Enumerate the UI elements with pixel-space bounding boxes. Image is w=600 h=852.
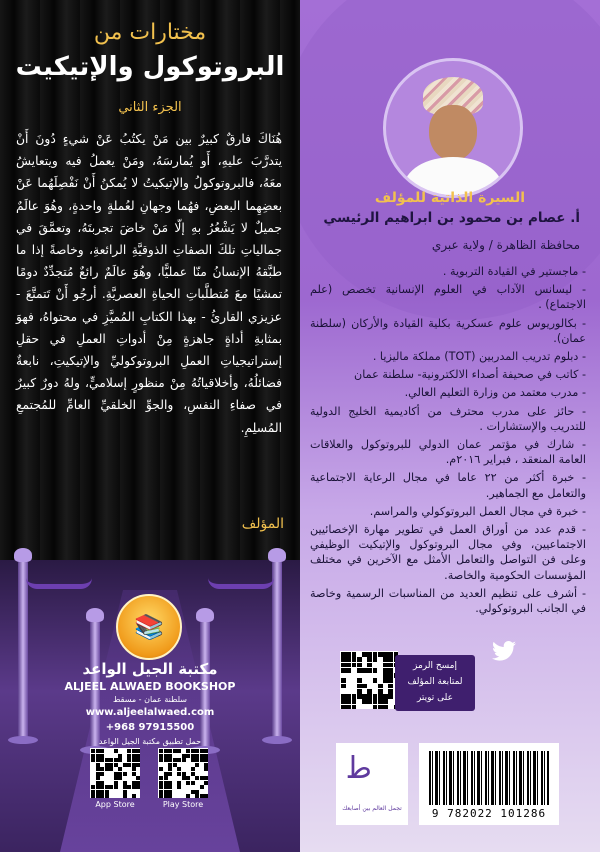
qr-module xyxy=(191,767,195,771)
qr-module xyxy=(96,790,100,794)
qr-module xyxy=(168,754,172,758)
qr-module xyxy=(204,776,208,780)
qr-module xyxy=(388,673,393,678)
qr-module xyxy=(105,785,109,789)
qr-module xyxy=(204,763,208,767)
qr-module xyxy=(191,758,195,762)
qr-module xyxy=(109,763,113,767)
qr-module xyxy=(357,694,362,699)
publisher-mark-icon: ﻃ xyxy=(348,751,372,786)
qr-module xyxy=(367,657,372,662)
qr-module xyxy=(114,776,118,780)
qr-module xyxy=(136,754,140,758)
qr-module xyxy=(100,790,104,794)
qr-module xyxy=(168,790,172,794)
qr-module xyxy=(96,754,100,758)
qr-module xyxy=(159,749,163,753)
velvet-rope xyxy=(208,578,274,589)
qr-module xyxy=(96,767,100,771)
qr-module xyxy=(373,705,378,710)
book-title-line2: البروتوكول والإتيكيت xyxy=(15,52,285,82)
qr-module xyxy=(341,684,346,689)
qr-module xyxy=(195,763,199,767)
qr-module xyxy=(204,767,208,771)
qr-module xyxy=(118,767,122,771)
qr-module xyxy=(362,684,367,689)
qr-module xyxy=(373,668,378,673)
bio-item: - دبلوم تدريب المدربين (TOT) مملكة ماليزيا . xyxy=(310,349,586,364)
twitter-qr-caption xyxy=(395,655,475,711)
qr-module xyxy=(383,668,388,673)
qr-module xyxy=(100,781,104,785)
qr-module xyxy=(123,763,127,767)
publisher-logo xyxy=(336,743,408,825)
qr-module xyxy=(109,758,113,762)
qr-module xyxy=(127,749,131,753)
app-download-caption: حمل تطبيق مكتبة الجيل الواعد xyxy=(98,737,202,746)
author-signature: المؤلف xyxy=(241,516,284,532)
qr-module xyxy=(114,763,118,767)
qr-module xyxy=(132,772,136,776)
qr-module xyxy=(136,781,140,785)
qr-module xyxy=(378,694,383,699)
qr-module xyxy=(352,694,357,699)
qr-module xyxy=(200,776,204,780)
qr-module xyxy=(362,652,367,657)
qr-module xyxy=(177,758,181,762)
app-store-label: App Store xyxy=(95,800,135,809)
qr-module xyxy=(383,678,388,683)
qr-module xyxy=(200,785,204,789)
qr-module xyxy=(132,785,136,789)
qr-module xyxy=(357,684,362,689)
qr-module xyxy=(195,790,199,794)
qr-module xyxy=(96,776,100,780)
qr-module xyxy=(159,754,163,758)
qr-module xyxy=(164,776,168,780)
qr-module xyxy=(191,749,195,753)
qr-module xyxy=(373,678,378,683)
qr-module xyxy=(346,705,351,710)
qr-module xyxy=(362,699,367,704)
qr-module xyxy=(373,652,378,657)
qr-module xyxy=(168,785,172,789)
qr-module xyxy=(100,785,104,789)
qr-module xyxy=(164,749,168,753)
qr-module xyxy=(91,794,95,798)
qr-module xyxy=(204,794,208,798)
barcode-bars xyxy=(429,751,549,805)
qr-module xyxy=(114,758,118,762)
qr-module xyxy=(168,749,172,753)
publisher-logo-text: تجمل العالم بين أصابعك xyxy=(342,805,402,812)
qr-module xyxy=(373,657,378,662)
bio-heading: السيرة الذاتية للمؤلف xyxy=(374,190,526,206)
qr-module xyxy=(100,749,104,753)
qr-module xyxy=(96,763,100,767)
play-store-label: Play Store xyxy=(162,800,204,809)
qr-module xyxy=(346,694,351,699)
qr-module xyxy=(383,663,388,668)
qr-module xyxy=(177,781,181,785)
qr-module xyxy=(204,754,208,758)
qr-module xyxy=(357,657,362,662)
qr-module xyxy=(159,758,163,762)
qr-module xyxy=(96,758,100,762)
qr-module xyxy=(204,781,208,785)
qr-module xyxy=(164,758,168,762)
qr-module xyxy=(132,767,136,771)
qr-module xyxy=(132,763,136,767)
qr-module xyxy=(182,754,186,758)
qr-module xyxy=(164,790,168,794)
qr-module xyxy=(373,694,378,699)
shop-phone: +968 97915500 xyxy=(105,722,195,733)
qr-module xyxy=(91,758,95,762)
qr-module xyxy=(191,754,195,758)
qr-module xyxy=(168,772,172,776)
qr-module xyxy=(352,657,357,662)
qr-module xyxy=(388,668,393,673)
qr-module xyxy=(357,663,362,668)
qr-module xyxy=(378,652,383,657)
bookshop-logo xyxy=(116,594,182,660)
qr-module xyxy=(164,794,168,798)
qr-module xyxy=(383,705,388,710)
bio-list xyxy=(310,264,586,619)
qr-module xyxy=(388,652,393,657)
book-logo-icon: 📚 xyxy=(134,613,164,641)
qr-module xyxy=(105,763,109,767)
bio-item: - حائز على مدرب محترف من أكاديمية الخليج الدولية للتدريب والإستشارات . xyxy=(310,404,586,434)
qr-module xyxy=(164,754,168,758)
qr-module xyxy=(100,794,104,798)
qr-module xyxy=(182,758,186,762)
qr-module xyxy=(186,794,190,798)
shop-city: سلطنة عمان - مسقط xyxy=(113,695,187,704)
qr-module xyxy=(346,652,351,657)
qr-module xyxy=(118,754,122,758)
qr-module xyxy=(100,758,104,762)
qr-module xyxy=(114,785,118,789)
qr-module xyxy=(168,781,172,785)
qr-module xyxy=(346,663,351,668)
shop-name-arabic: مكتبة الجيل الواعد xyxy=(82,660,218,678)
qr-module xyxy=(378,684,383,689)
bio-item: - ماجستير في القيادة التربوية . xyxy=(310,264,586,279)
play-store-qr-code[interactable] xyxy=(158,748,208,798)
qr-module xyxy=(114,781,118,785)
qr-module xyxy=(105,758,109,762)
qr-module xyxy=(352,705,357,710)
author-face xyxy=(429,105,477,161)
qr-module xyxy=(132,758,136,762)
qr-module xyxy=(127,758,131,762)
author-photo xyxy=(383,58,523,198)
qr-module xyxy=(195,794,199,798)
author-name: أ. عصام بن محمود بن ابراهيم الرئيسي xyxy=(323,210,580,226)
qr-module xyxy=(127,754,131,758)
bio-item: - شارك في مؤتمر عمان الدولي للبروتوكول والعلاقات العامة المنعقد ، فبراير ٢٠١٦م. xyxy=(310,437,586,467)
qr-module xyxy=(383,699,388,704)
qr-module xyxy=(191,790,195,794)
qr-module xyxy=(177,772,181,776)
qr-module xyxy=(91,790,95,794)
qr-module xyxy=(159,767,163,771)
qr-module xyxy=(367,694,372,699)
qr-module xyxy=(173,749,177,753)
qr-module xyxy=(383,652,388,657)
qr-module xyxy=(373,699,378,704)
qr-module xyxy=(341,694,346,699)
qr-module xyxy=(105,790,109,794)
qr-module xyxy=(352,652,357,657)
app-store-qr-code[interactable] xyxy=(90,748,140,798)
qr-module xyxy=(388,694,393,699)
qr-module xyxy=(357,678,362,683)
qr-module xyxy=(100,767,104,771)
qr-module xyxy=(378,699,383,704)
qr-module xyxy=(362,694,367,699)
qr-module xyxy=(123,781,127,785)
isbn-number: 9 782022 101286 xyxy=(431,807,547,820)
qr-module xyxy=(367,689,372,694)
twitter-bird-icon xyxy=(492,640,516,664)
qr-module xyxy=(105,794,109,798)
qr-module xyxy=(341,657,346,662)
qr-module xyxy=(357,668,362,673)
bio-item: - ليسانس الآداب في العلوم الإنسانية تخصص (علم الاجتماع) . xyxy=(310,282,586,312)
qr-module xyxy=(114,749,118,753)
bio-item: - قدم عدد من أوراق العمل في تطوير مهارة الإخصائيين الاجتماعيين، وفي مجال البروتوكول والإتيكيت الوظيفي وعلى فن التواصل والتعامل الأمثل مع الآخرين في مختلف المؤسسات الحكومية والخاصة. xyxy=(310,522,586,583)
qr-module xyxy=(200,749,204,753)
qr-module xyxy=(91,749,95,753)
qr-module xyxy=(136,785,140,789)
qr-module xyxy=(159,781,163,785)
qr-module xyxy=(109,767,113,771)
bio-item: - أشرف على تنظيم العديد من المناسبات الرسمية وخاصة في الجانب البروتوكولي. xyxy=(310,586,586,616)
qr-module xyxy=(186,781,190,785)
qr-module xyxy=(346,657,351,662)
author-location: محافظة الظاهرة / ولاية عبري xyxy=(431,238,580,252)
qr-module xyxy=(109,785,113,789)
qr-module xyxy=(367,668,372,673)
qr-module xyxy=(191,772,195,776)
qr-module xyxy=(200,758,204,762)
bio-item: - مدرب معتمد من وزارة التعليم العالي. xyxy=(310,385,586,400)
qr-module xyxy=(114,772,118,776)
qr-module xyxy=(164,781,168,785)
twitter-qr-code[interactable] xyxy=(340,651,398,709)
qr-module xyxy=(388,689,393,694)
qr-module xyxy=(383,673,388,678)
qr-module xyxy=(204,749,208,753)
qr-module xyxy=(159,785,163,789)
qr-module xyxy=(96,785,100,789)
qr-module xyxy=(127,785,131,789)
qr-module xyxy=(123,794,127,798)
bio-item: - بكالوريوس علوم عسكرية بكلية القيادة والأركان (سلطنة عمان). xyxy=(310,316,586,346)
qr-module xyxy=(200,794,204,798)
qr-module xyxy=(388,663,393,668)
qr-module xyxy=(164,785,168,789)
qr-module xyxy=(204,758,208,762)
qr-module xyxy=(191,781,195,785)
qr-module xyxy=(132,794,136,798)
qr-module xyxy=(177,749,181,753)
qr-module xyxy=(362,668,367,673)
bio-item: - خبرة في مجال العمل البروتوكولي والمراسم. xyxy=(310,504,586,519)
qr-module xyxy=(132,754,136,758)
qr-module xyxy=(123,772,127,776)
book-title-line1: مختارات من xyxy=(93,20,207,45)
qr-module xyxy=(96,749,100,753)
qr-module xyxy=(186,754,190,758)
qr-module xyxy=(195,749,199,753)
qr-module xyxy=(378,705,383,710)
qr-module xyxy=(96,781,100,785)
qr-module xyxy=(100,754,104,758)
qr-module xyxy=(132,749,136,753)
qr-module xyxy=(341,652,346,657)
shop-website[interactable]: www.aljeelalwaed.com xyxy=(85,707,215,718)
qr-module xyxy=(200,754,204,758)
qr-module xyxy=(182,772,186,776)
qr-module xyxy=(136,763,140,767)
qr-module xyxy=(195,758,199,762)
qr-module xyxy=(383,657,388,662)
qr-module xyxy=(118,758,122,762)
velvet-rope xyxy=(26,578,92,589)
qr-module xyxy=(173,758,177,762)
qr-module xyxy=(383,694,388,699)
qr-module xyxy=(168,767,172,771)
qr-module xyxy=(105,767,109,771)
qr-module xyxy=(136,749,140,753)
qr-module xyxy=(177,785,181,789)
qr-caption-line3: على تويتر xyxy=(416,693,454,703)
shop-name-english: ALJEEL ALWAED BOOKSHOP xyxy=(64,680,236,693)
qr-module xyxy=(118,772,122,776)
qr-module xyxy=(127,763,131,767)
qr-module xyxy=(168,794,172,798)
qr-module xyxy=(341,678,346,683)
qr-module xyxy=(164,772,168,776)
qr-module xyxy=(186,749,190,753)
qr-module xyxy=(159,776,163,780)
qr-module xyxy=(352,663,357,668)
qr-module xyxy=(388,684,393,689)
book-part-label: الجزء الثاني xyxy=(118,100,182,115)
isbn-barcode xyxy=(419,743,559,825)
qr-module xyxy=(91,754,95,758)
qr-caption-line2: لمتابعة المؤلف xyxy=(407,677,463,687)
qr-module xyxy=(378,689,383,694)
qr-module xyxy=(168,763,172,767)
qr-module xyxy=(100,772,104,776)
qr-module xyxy=(388,678,393,683)
qr-module xyxy=(136,758,140,762)
qr-module xyxy=(195,776,199,780)
qr-module xyxy=(341,663,346,668)
qr-module xyxy=(388,657,393,662)
qr-module xyxy=(96,794,100,798)
qr-caption-line1: إمسح الرمز xyxy=(412,661,457,671)
qr-module xyxy=(346,668,351,673)
qr-module xyxy=(367,663,372,668)
qr-module xyxy=(91,785,95,789)
qr-module xyxy=(352,699,357,704)
qr-module xyxy=(177,767,181,771)
qr-module xyxy=(195,754,199,758)
qr-module xyxy=(341,668,346,673)
qr-module xyxy=(346,699,351,704)
bio-item: - كاتب في صحيفة أصداء الالكترونية- سلطنة عمان xyxy=(310,367,586,382)
qr-module xyxy=(123,790,127,794)
qr-module xyxy=(159,794,163,798)
qr-module xyxy=(136,776,140,780)
qr-module xyxy=(173,763,177,767)
qr-module xyxy=(182,776,186,780)
qr-module xyxy=(367,699,372,704)
qr-module xyxy=(118,776,122,780)
qr-module xyxy=(341,699,346,704)
qr-module xyxy=(159,790,163,794)
back-cover-blurb: هُنَاكَ فارقٌ كبيرٌ بين مَنْ يكتُبُ عَنْ شيءٍ دُونَ أَنْ يتدرَّبَ عليهِ، أَو يُمارسَهُ، ومَنْ يعملُ فيه ويتعايشُ معَهُ، فالبروتوكولُ والإتيكيتُ لا يُمكنُ أَنْ نَفْصِلَهُما عَنْ بعضِهِما البعضِ، فهُما وجهانِ لعُملةٍ واحدةٍ، وهُوَ عالَمٌ جميلٌ لا يَشْعُرُ بهِ إلّا مَنْ خاضَ تجربتَهُ، وتعمَّقَ في جمالياتِ تلكَ الصفاتِ الذوقيَّةِ الرائعةِ، وخاصةً إذا ما طبَّقهُ الإنسانُ منّا عمليًّا، وهُوَ عالَمٌ رائعٌ مُتجدِّدٌ دومًا تمشيًا معَ مُتطلَّباتِ الحياةِ العصريَّةِ. أرجُو أَنْ تَتمتَّعَ - عزيزي القارئُ - بهذا الكتابِ المُميَّزِ في محتواهُ، فهوَ بمثابةِ أداةٍ جاهزةٍ مِنْ أدواتِ العملِ في حقلِ إستراتيجياتِ العملِ البروتوكوليِّ والإتيكيتِ، نابعةٌ فضائلُهُ، وأخلاقياتُهُ مِنْ منظورٍ إسلاميٍّ، ولهُ دورٌ كبيرٌ في صفاءِ النفسِ، والجوِّ الخلقيِّ العامِّ للمُجتمعِ المُسلِمِ. xyxy=(16,132,282,435)
qr-module xyxy=(367,652,372,657)
qr-module xyxy=(341,705,346,710)
qr-module xyxy=(357,689,362,694)
qr-module xyxy=(96,772,100,776)
qr-module xyxy=(168,758,172,762)
qr-module xyxy=(132,781,136,785)
qr-module xyxy=(186,776,190,780)
bio-item: - خبرة أكثر من ٢٢ عاما في مجال الرعاية الاجتماعية والتعامل مع الجماهير. xyxy=(310,470,586,500)
right-panel xyxy=(300,0,600,852)
qr-module xyxy=(123,785,127,789)
